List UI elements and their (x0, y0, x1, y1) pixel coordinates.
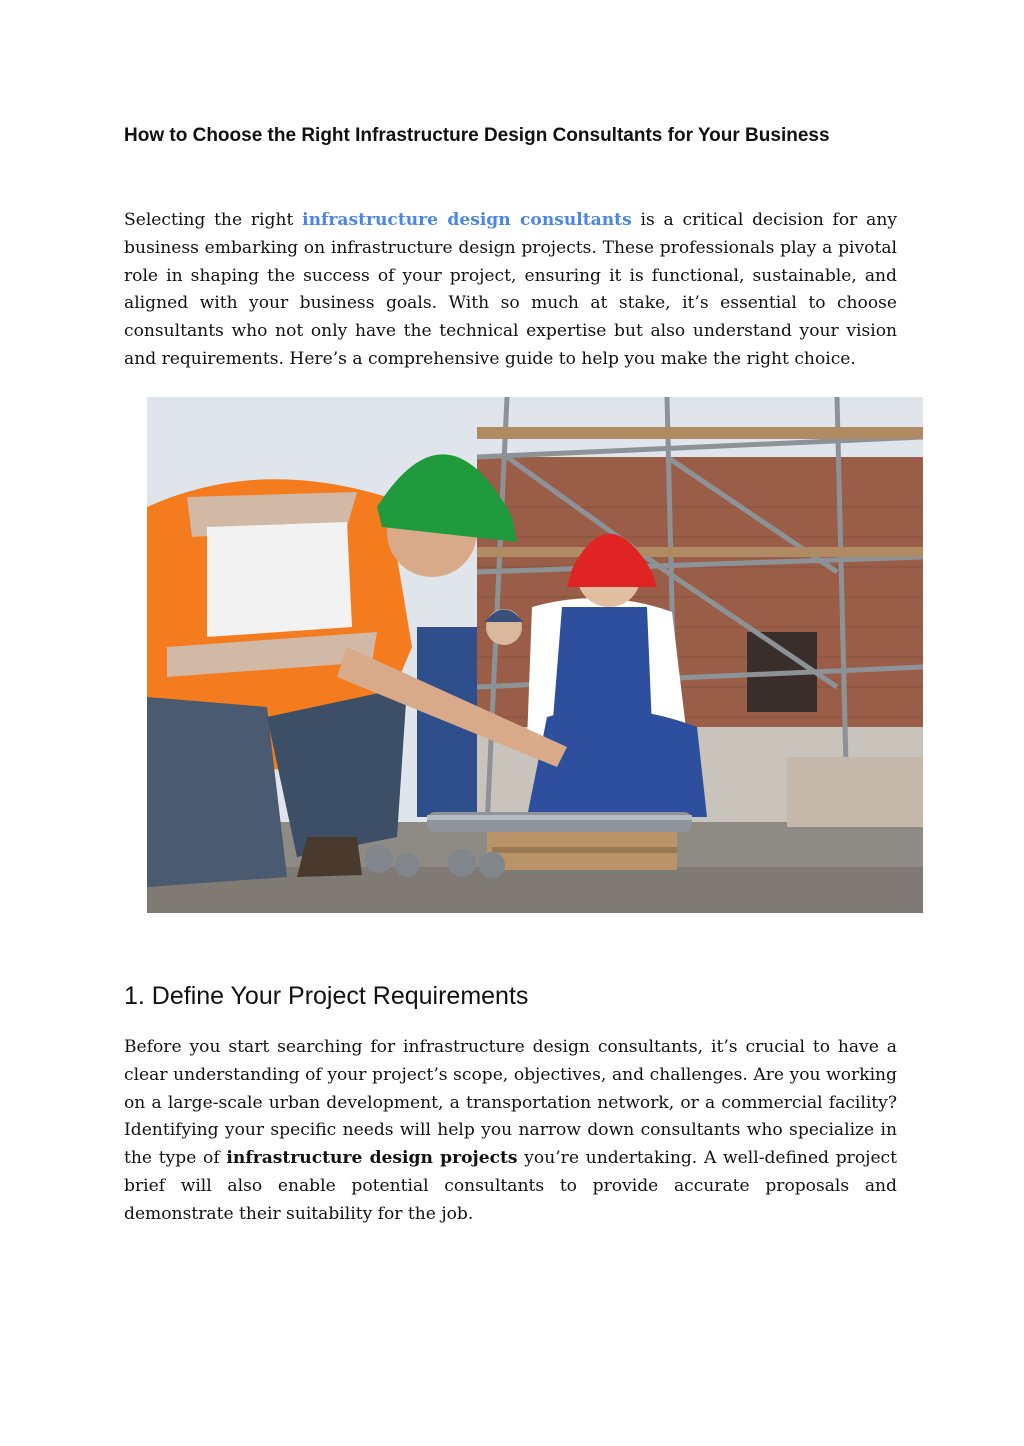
intro-paragraph (124, 207, 897, 374)
section-text-end: you’re undertaking. A well-defined project brief will also enable potential consultants to provide accurate proposals and demonstrate their suitability for the job. (124, 1148, 898, 1224)
intro-text-start: Selecting the right (124, 210, 303, 230)
section-heading-define-requirements: 1. Define Your Project Requirements (124, 982, 529, 1010)
construction-workers-photo (147, 397, 923, 913)
section-paragraph-define-requirements (124, 1034, 897, 1229)
consultants-link[interactable]: infrastructure design consultants (302, 210, 632, 230)
section-text-start: Before you start searching for infrastructure design consultants, it’s crucial to have a clear understanding of your project’s scope, objectives, and challenges. Are you working on a large-scale urban development, a transportation network, or a commercial facility? Identifying your specific needs will help you narrow down consultants who specialize in the type of (124, 1037, 897, 1169)
page-title: How to Choose the Right Infrastructure Design Consultants for Your Business (124, 125, 830, 146)
infrastructure-projects-emphasis: infrastructure design projects (226, 1148, 518, 1169)
intro-text-end: is a critical decision for any business embarking on infrastructure design projects. These professionals play a pivotal role in shaping the success of your project, ensuring it is functional, sustainable, and aligned with your business goals. With so much at stake, it’s essential to choose consultants who not only have the technical expertise but also understand your vision and requirements. Here’s a comprehensive guide to help you make the right choice. (124, 210, 897, 369)
